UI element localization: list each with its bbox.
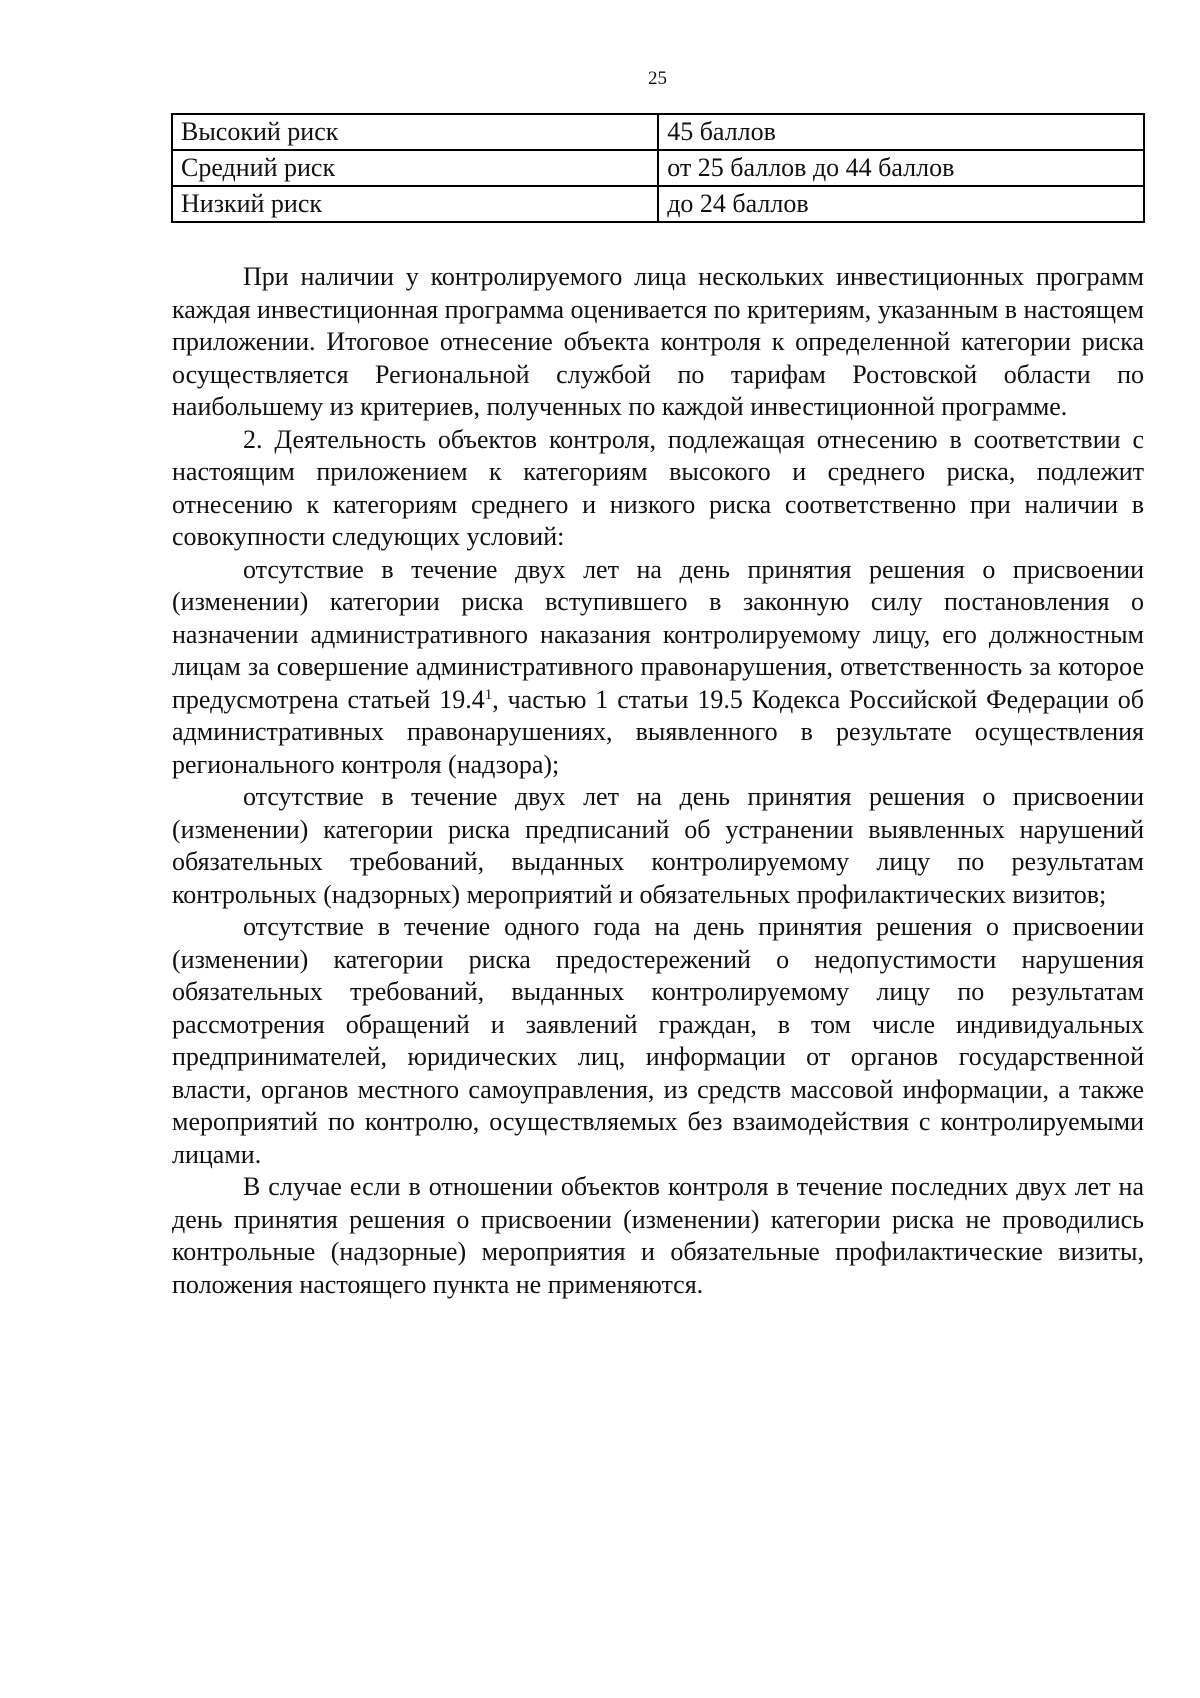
risk-category-cell: Высокий риск [172, 114, 658, 150]
paragraph-exception: В случае если в отношении объектов контроля в течение последних двух лет на день принятия решения о присвоении (изменении) категории риска не проводились контрольные (надзорные) мероприятия и обязательные профилактические визиты, положения настоящего пункта не применяются. [172, 1172, 1144, 1299]
paragraph-item-2: 2. Деятельность объектов контроля, подлежащая отнесению в соответствии с настоящим приложением к категориям высокого и среднего риска, подлежит отнесению к категориям среднего и низкого риска соответственно при наличии в совокупности следующих условий: [172, 424, 1144, 551]
superscript-footnote: 1 [484, 686, 493, 703]
condition-text-end: , частью 1 статьи 19.5 Кодекса Российской Федерации об административных правонарушениях, выявленного в результате осуществления регионального контроля (надзора); [172, 684, 1144, 779]
table-row [172, 186, 1144, 222]
risk-category-cell: Низкий риск [172, 186, 658, 222]
risk-category-cell: Средний риск [172, 150, 658, 186]
table-row [172, 114, 1144, 150]
document-body [172, 261, 1144, 1301]
page-number: 25 [648, 68, 667, 89]
risk-score-cell: 45 баллов [658, 114, 1144, 150]
risk-category-table [171, 113, 1145, 223]
condition-text-start: отсутствие в течение двух лет на день принятия решения о присвоении (изменении) категории риска вступившего в законную силу постановления о назначении административного наказания контролируемому лицу, его должностным лицам за совершение административного правонарушения, ответственность за которое предусмотрена статьей 19.4 [172, 554, 1144, 714]
paragraph-investment-programs: При наличии у контролируемого лица нескольких инвестиционных программ каждая инвестиционная программа оценивается по критериям, указанным в настоящем приложении. Итоговое отнесение объекта контроля к определенной категории риска осуществляется Региональной службой по тарифам Ростовской области по наибольшему из критериев, полученных по каждой инвестиционной программе. [172, 262, 1144, 421]
paragraph-condition-no-penalty [172, 554, 1144, 782]
table-row [172, 150, 1144, 186]
risk-score-cell: от 25 баллов до 44 баллов [658, 150, 1144, 186]
risk-score-cell: до 24 баллов [658, 186, 1144, 222]
paragraph-condition-no-warnings: отсутствие в течение одного года на день принятия решения о присвоении (изменении) категории риска предостережений о недопустимости нарушения обязательных требований, выданных контролируемому лицу по результатам рассмотрения обращений и заявлений граждан, в том числе индивидуальных предпринимателей, юридических лиц, информации от органов государственной власти, органов местного самоуправления, из средств массовой информации, а также мероприятий по контролю, осуществляемых без взаимодействия с контролируемыми лицами. [172, 912, 1144, 1169]
paragraph-condition-no-orders: отсутствие в течение двух лет на день принятия решения о присвоении (изменении) категории риска предписаний об устранении выявленных нарушений обязательных требований, выданных контролируемому лицу по результатам контрольных (надзорных) мероприятий и обязательных профилактических визитов; [172, 782, 1144, 909]
